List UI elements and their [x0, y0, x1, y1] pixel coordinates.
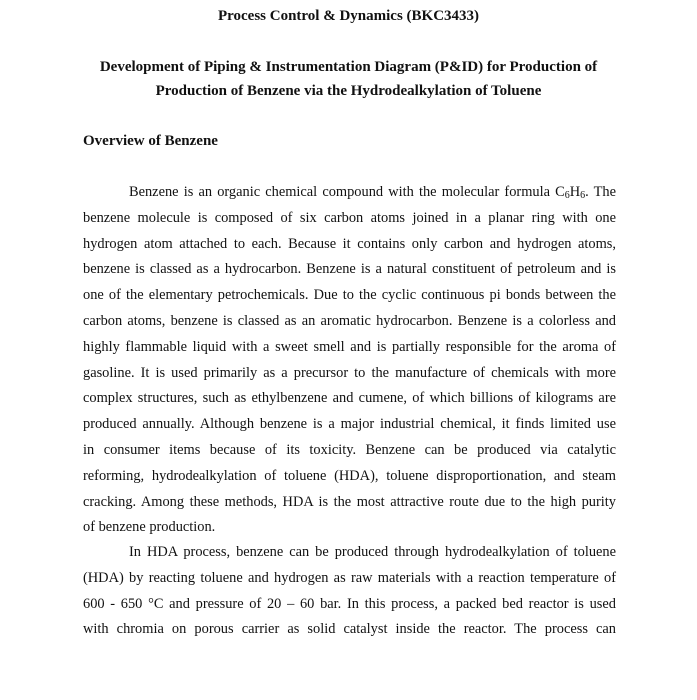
- paragraph-line: (HDA) by reacting toluene and hydrogen as raw materials with a reaction temperature of: [83, 569, 616, 586]
- formula-subscript: 6: [564, 190, 570, 201]
- paragraph-overview: [83, 180, 616, 541]
- paragraph-line: in consumer items because of its toxicity. Benzene can be produced via catalytic: [83, 441, 616, 458]
- paragraph-line: In HDA process, benzene can be produced through hydrodealkylation of toluene: [129, 544, 616, 560]
- document-title-line-1: Development of Piping & Instrumentation Diagram (P&ID) for Production of: [99, 59, 598, 75]
- paragraph-line: benzene is classed as a hydrocarbon. Benzene is a natural constituent of petroleum and is: [83, 261, 616, 278]
- document-title: [0, 55, 697, 103]
- paragraph-line: produced annually. Although benzene is a major industrial chemical, it finds limited use: [83, 416, 616, 433]
- document-title-line-2: Production of Benzene via the Hydrodealkylation of Toluene: [155, 83, 542, 99]
- formula-text-pre: Benzene is an organic chemical compound with the molecular formula C: [129, 184, 565, 200]
- paragraph-line: [83, 180, 616, 206]
- paragraph-line: gasoline. It is used primarily as a precursor to the manufacture of chemicals with more: [83, 364, 616, 381]
- paragraph-line: one of the elementary petrochemicals. Due to the cyclic continuous pi bonds between the: [83, 287, 616, 304]
- paragraph-line: hydrogen atom attached to each. Because it contains only carbon and hydrogen atoms,: [83, 235, 616, 252]
- paragraph-line: cracking. Among these methods, HDA is the most attractive route due to the high purity: [83, 493, 616, 510]
- formula-text-post: . The: [585, 184, 617, 200]
- paragraph-line: with chromia on porous carrier as solid catalyst inside the reactor. The process can: [83, 621, 616, 638]
- formula-subscript: 6: [580, 190, 586, 201]
- paragraph-line: of benzene production.: [83, 519, 216, 536]
- paragraph-line: carbon atoms, benzene is classed as an aromatic hydrocarbon. Benzene is a colorless and: [83, 312, 616, 329]
- formula-text-mid: H: [569, 184, 581, 200]
- paragraph-line: benzene molecule is composed of six carbon atoms joined in a planar ring with one: [83, 209, 616, 226]
- course-title: Process Control & Dynamics (BKC3433): [217, 8, 480, 24]
- paragraph-line: reforming, hydrodealkylation of toluene (HDA), toluene disproportionation, and steam: [83, 467, 616, 484]
- paragraph-line: complex structures, such as ethylbenzene and cumene, of which billions of kilograms are: [83, 390, 616, 407]
- paragraph-line: 600 - 650 °C and pressure of 20 – 60 bar. In this process, a packed bed reactor is used: [83, 595, 616, 612]
- paragraph-hda-process: [83, 540, 616, 643]
- section-heading: Overview of Benzene: [83, 133, 218, 149]
- paragraph-line: highly flammable liquid with a sweet smell and is partially responsible for the aroma of: [83, 338, 616, 355]
